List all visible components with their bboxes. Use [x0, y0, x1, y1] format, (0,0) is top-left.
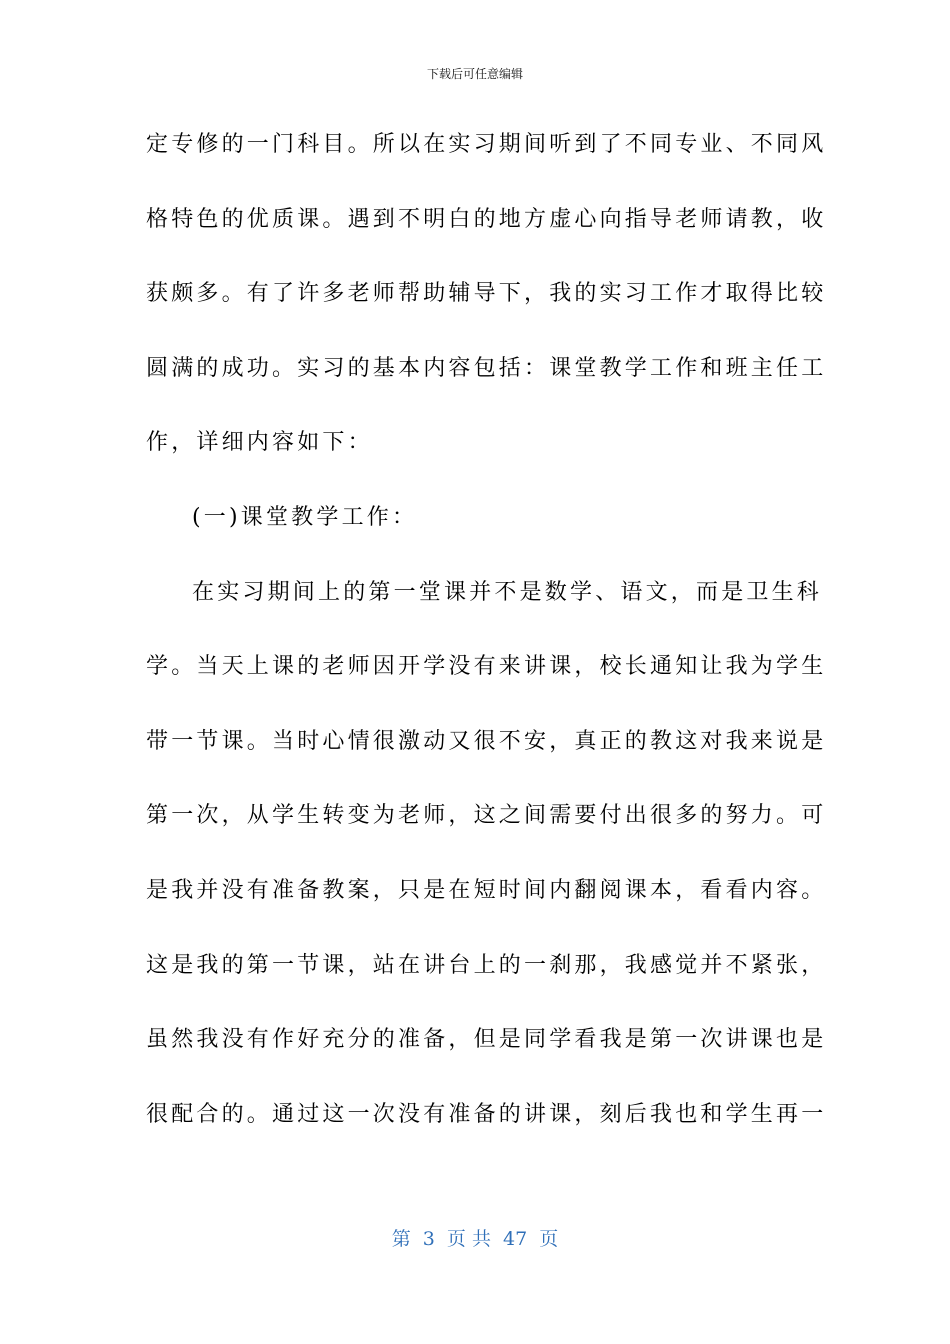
text-line: 圆满的成功。实习的基本内容包括：课堂教学工作和班主任工 [146, 355, 827, 381]
text-line: 第一次，从学生转变为老师，这之间需要付出很多的努力。可 [146, 803, 827, 829]
text-line: 带一节课。当时心情很激动又很不安，真正的教这对我来说是 [146, 728, 827, 754]
text-line: 作，详细内容如下： [146, 430, 373, 456]
text-line: 是我并没有准备教案，只是在短时间内翻阅课本，看看内容。 [146, 877, 827, 903]
text-line: 虽然我没有作好充分的准备，但是同学看我是第一次讲课也是 [146, 1027, 827, 1053]
page-number-footer [0, 1226, 950, 1252]
current-page-number: 3 [422, 1228, 435, 1250]
footer-prefix: 第 [391, 1228, 411, 1250]
footer-suffix: 页 [539, 1228, 559, 1250]
section-heading: (一)课堂教学工作： [192, 504, 418, 530]
text-line: 格特色的优质课。遇到不明白的地方虚心向指导老师请教，收 [146, 206, 827, 232]
document-body [146, 120, 827, 1164]
text-line: 学。当天上课的老师因开学没有来讲课，校长通知让我为学生 [146, 654, 827, 680]
text-line: 定专修的一门科目。所以在实习期间听到了不同专业、不同风 [146, 132, 827, 157]
text-line: 获颇多。有了许多老师帮助辅导下，我的实习工作才取得比较 [146, 281, 827, 307]
text-line: 这是我的第一节课，站在讲台上的一刹那，我感觉并不紧张， [146, 952, 827, 978]
page-header: 下载后可任意编辑 [426, 67, 523, 81]
total-page-count: 47 [503, 1228, 528, 1250]
footer-middle: 页 共 [446, 1228, 491, 1250]
text-line: 在实习期间上的第一堂课并不是数学、语文，而是卫生科 [192, 579, 823, 605]
text-line: 很配合的。通过这一次没有准备的讲课，刻后我也和学生再一 [146, 1101, 827, 1127]
